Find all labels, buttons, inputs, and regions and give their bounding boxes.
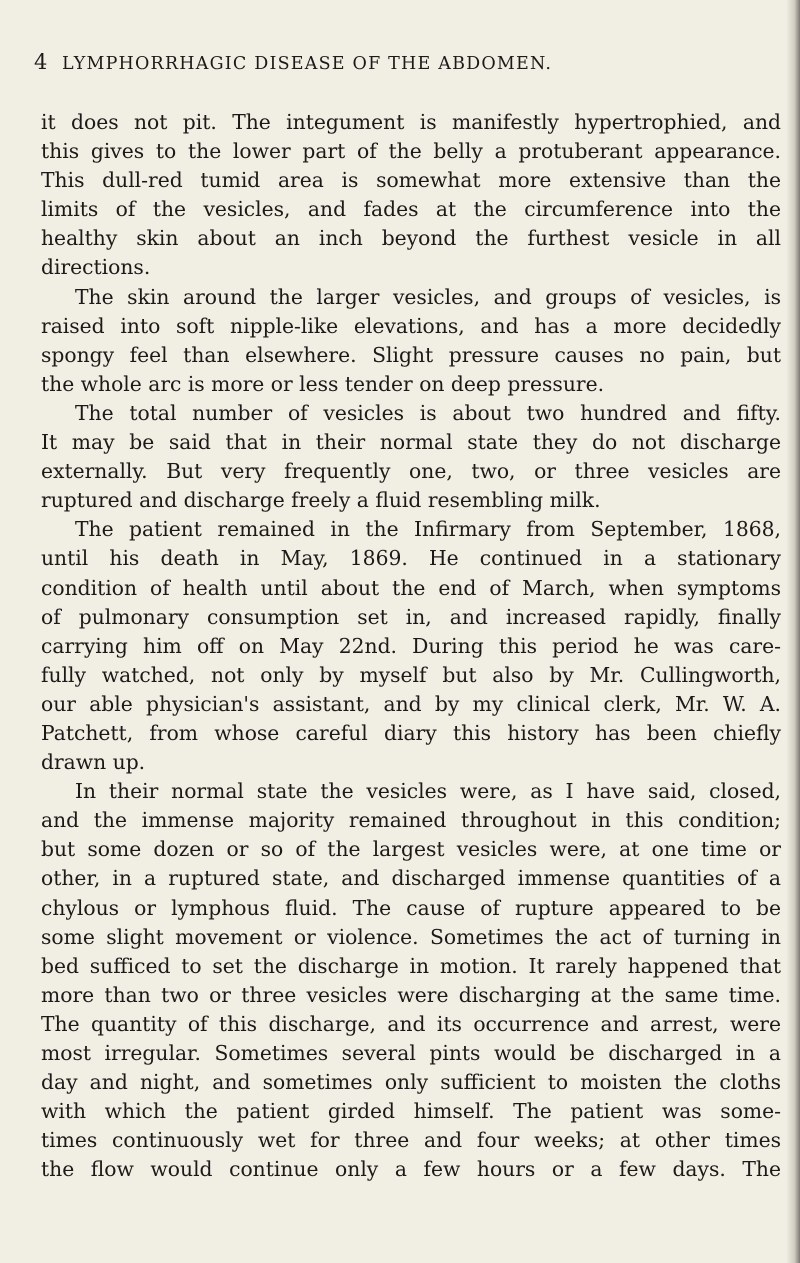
text-line: drawn up.	[41, 750, 146, 775]
page-number: 4	[34, 50, 48, 74]
text-line: limits of the vesicles, and fades at the circumference into the	[41, 197, 781, 222]
running-head: LYMPHORRHAGIC DISEASE OF THE ABDOMEN.	[62, 54, 553, 74]
text-line: condition of health until about the end of March, when symptoms	[41, 575, 781, 600]
page-edge-shadow	[786, 0, 800, 1263]
text-line: the flow would continue only a few hours or a few days. The	[41, 1157, 781, 1182]
text-line: raised into soft nipple-like elevations, and has a more decidedly	[41, 313, 781, 338]
text-line: our able physician's assistant, and by my clinical clerk, Mr. W. A.	[41, 691, 781, 716]
text-line: ruptured and discharge freely a fluid resembling milk.	[41, 488, 601, 513]
page-header	[0, 50, 800, 80]
text-line: healthy skin about an inch beyond the furthest vesicle in all	[41, 226, 781, 251]
body-text	[41, 108, 781, 1184]
text-line: In their normal state the vesicles were, as I have said, closed,	[75, 779, 781, 804]
text-line: and the immense majority remained throughout in this condition;	[41, 808, 781, 833]
text-line: other, in a ruptured state, and discharged immense quantities of a	[41, 866, 781, 891]
text-line: more than two or three vesicles were discharging at the same time.	[41, 982, 781, 1007]
text-line: The quantity of this discharge, and its occurrence and arrest, were	[41, 1011, 781, 1036]
text-line: The total number of vesicles is about two hundred and fifty.	[75, 400, 781, 425]
text-line: Patchett, from whose careful diary this history has been chiefly	[41, 720, 781, 745]
text-line: bed sufficed to set the discharge in motion. It rarely happened that	[41, 953, 781, 978]
text-line: spongy feel than elsewhere. Slight pressure causes no pain, but	[41, 342, 781, 367]
text-line: of pulmonary consumption set in, and increased rapidly, finally	[41, 604, 781, 629]
text-line: with which the patient girded himself. The patient was some-	[41, 1099, 781, 1124]
text-line: The patient remained in the Infirmary from September, 1868,	[75, 517, 781, 542]
text-line: day and night, and sometimes only sufficient to moisten the cloths	[41, 1070, 781, 1095]
text-line: some slight movement or violence. Sometimes the act of turning in	[41, 924, 781, 949]
text-line: times continuously wet for three and four weeks; at other times	[41, 1128, 781, 1153]
text-line: the whole arc is more or less tender on deep pressure.	[41, 371, 605, 396]
text-line: until his death in May, 1869. He continued in a stationary	[41, 546, 781, 571]
text-line: externally. But very frequently one, two, or three vesicles are	[41, 459, 781, 484]
text-line: It may be said that in their normal state they do not discharge	[41, 430, 781, 455]
text-line: it does not pit. The integument is manifestly hypertrophied, and	[41, 110, 781, 134]
text-line: this gives to the lower part of the belly a protuberant appearance.	[41, 139, 781, 164]
text-line: but some dozen or so of the largest vesicles were, at one time or	[41, 837, 781, 862]
text-line: This dull-red tumid area is somewhat more extensive than the	[41, 168, 781, 193]
text-line: directions.	[41, 255, 151, 280]
text-line: most irregular. Sometimes several pints would be discharged in a	[41, 1041, 781, 1065]
text-line: fully watched, not only by myself but also by Mr. Cullingworth,	[41, 662, 781, 687]
text-line: carrying him off on May 22nd. During this period he was care-	[41, 633, 781, 658]
text-line: The skin around the larger vesicles, and groups of vesicles, is	[75, 284, 781, 309]
text-line: chylous or lymphous fluid. The cause of rupture appeared to be	[41, 895, 781, 920]
